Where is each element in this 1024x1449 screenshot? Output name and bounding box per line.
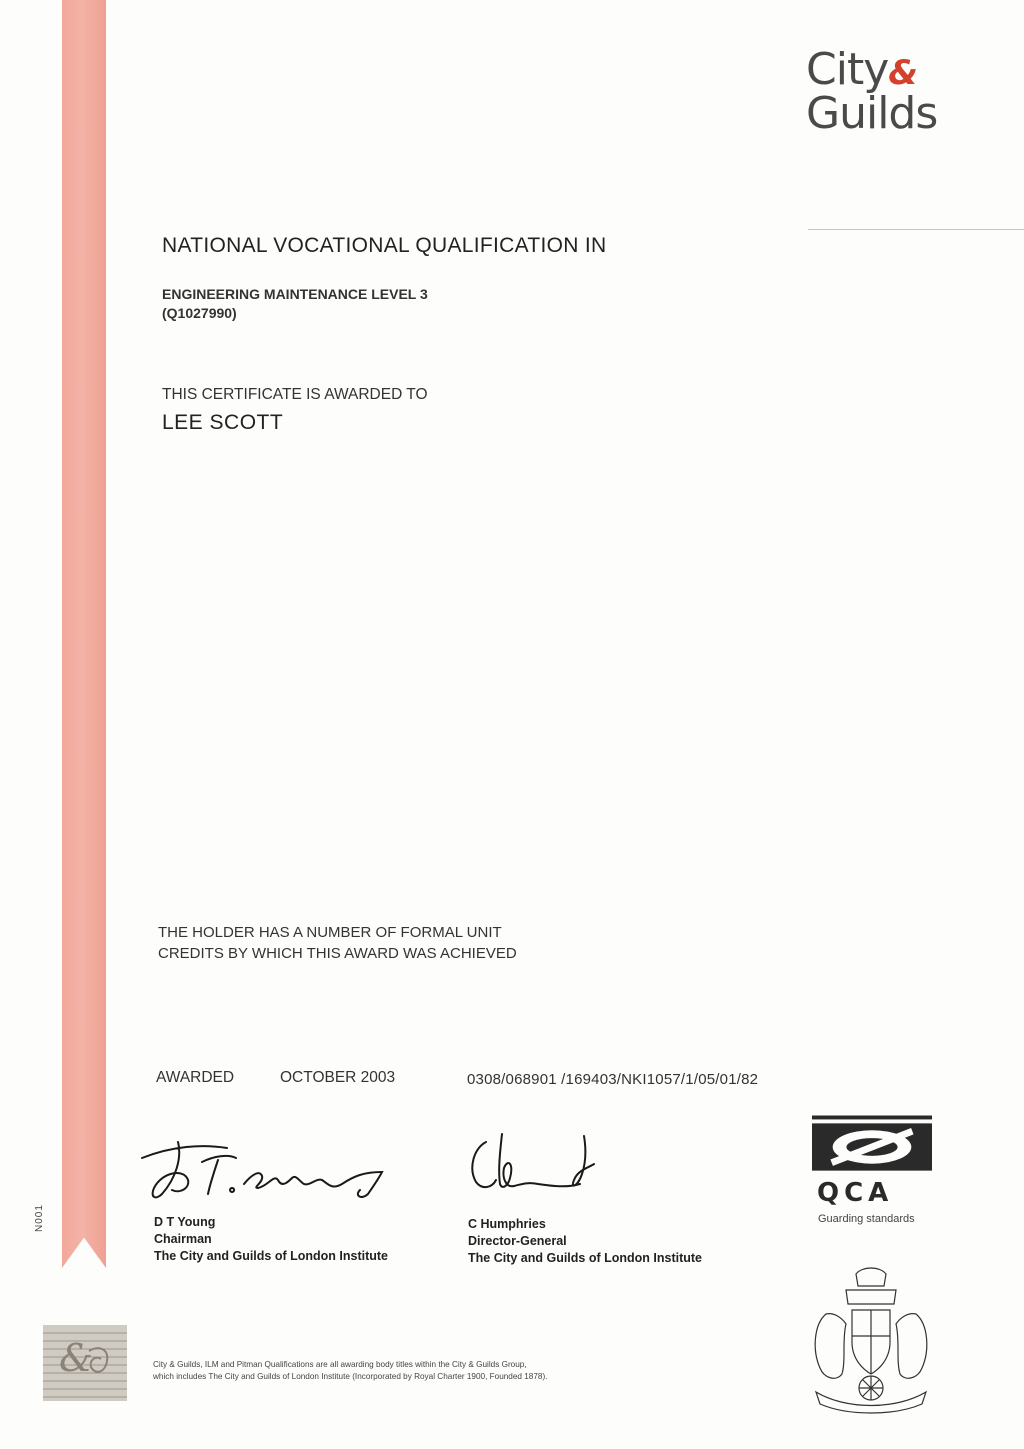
signatory-name: D T Young — [154, 1215, 216, 1229]
qualification-code: (Q1027990) — [162, 305, 237, 321]
qca-wordmark: QCA — [817, 1178, 894, 1208]
credits-line-1: THE HOLDER HAS A NUMBER OF FORMAL UNIT — [158, 924, 502, 941]
ribbon-code: N001 — [34, 1204, 45, 1232]
decorative-ribbon — [62, 0, 106, 1268]
credits-statement — [158, 922, 517, 964]
credits-line-2: CREDITS BY WHICH THIS AWARD WAS ACHIEVED — [158, 945, 517, 962]
qualification-title: ENGINEERING MAINTENANCE LEVEL 3 — [162, 286, 428, 302]
signature-humphries-icon — [462, 1128, 612, 1198]
holder-name: LEE SCOTT — [162, 411, 284, 434]
footer-legal — [153, 1359, 547, 1383]
signature-young-icon — [132, 1128, 402, 1206]
logo-ampersand: & — [888, 53, 917, 93]
certificate-reference: 0308/068901 /169403/NKI1057/1/05/01/82 — [467, 1071, 759, 1088]
city-guilds-logo — [806, 44, 938, 139]
signatory-org: The City and Guilds of London Institute — [154, 1249, 389, 1263]
logo-city: City — [806, 44, 889, 95]
city-guilds-seal-icon — [43, 1325, 127, 1401]
qca-logo-icon — [812, 1115, 932, 1175]
royal-crest-icon — [806, 1264, 936, 1416]
signatory-role: Chairman — [154, 1232, 212, 1246]
footer-line-2: which includes The City and Guilds of London Institute (Incorporated by Royal Charter 1900, Founded 1878). — [153, 1372, 548, 1381]
qca-tagline: Guarding standards — [818, 1213, 915, 1225]
signatory-role: Director-General — [468, 1234, 567, 1248]
signatory-young — [154, 1214, 388, 1265]
logo-guilds: Guilds — [806, 88, 938, 139]
signatory-org: The City and Guilds of London Institute — [468, 1251, 703, 1265]
signatory-humphries — [468, 1216, 702, 1267]
awarded-label: AWARDED — [156, 1069, 235, 1086]
signatory-name: C Humphries — [468, 1217, 546, 1231]
qualification-heading: NATIONAL VOCATIONAL QUALIFICATION IN — [162, 234, 607, 257]
awarded-date: OCTOBER 2003 — [280, 1069, 396, 1086]
header-rule — [808, 229, 1024, 230]
svg-text:&: & — [59, 1336, 93, 1380]
footer-line-1: City & Guilds, ILM and Pitman Qualifications are all awarding body titles within the City & Guilds Group, — [153, 1360, 527, 1369]
award-intro: THIS CERTIFICATE IS AWARDED TO — [162, 386, 428, 403]
